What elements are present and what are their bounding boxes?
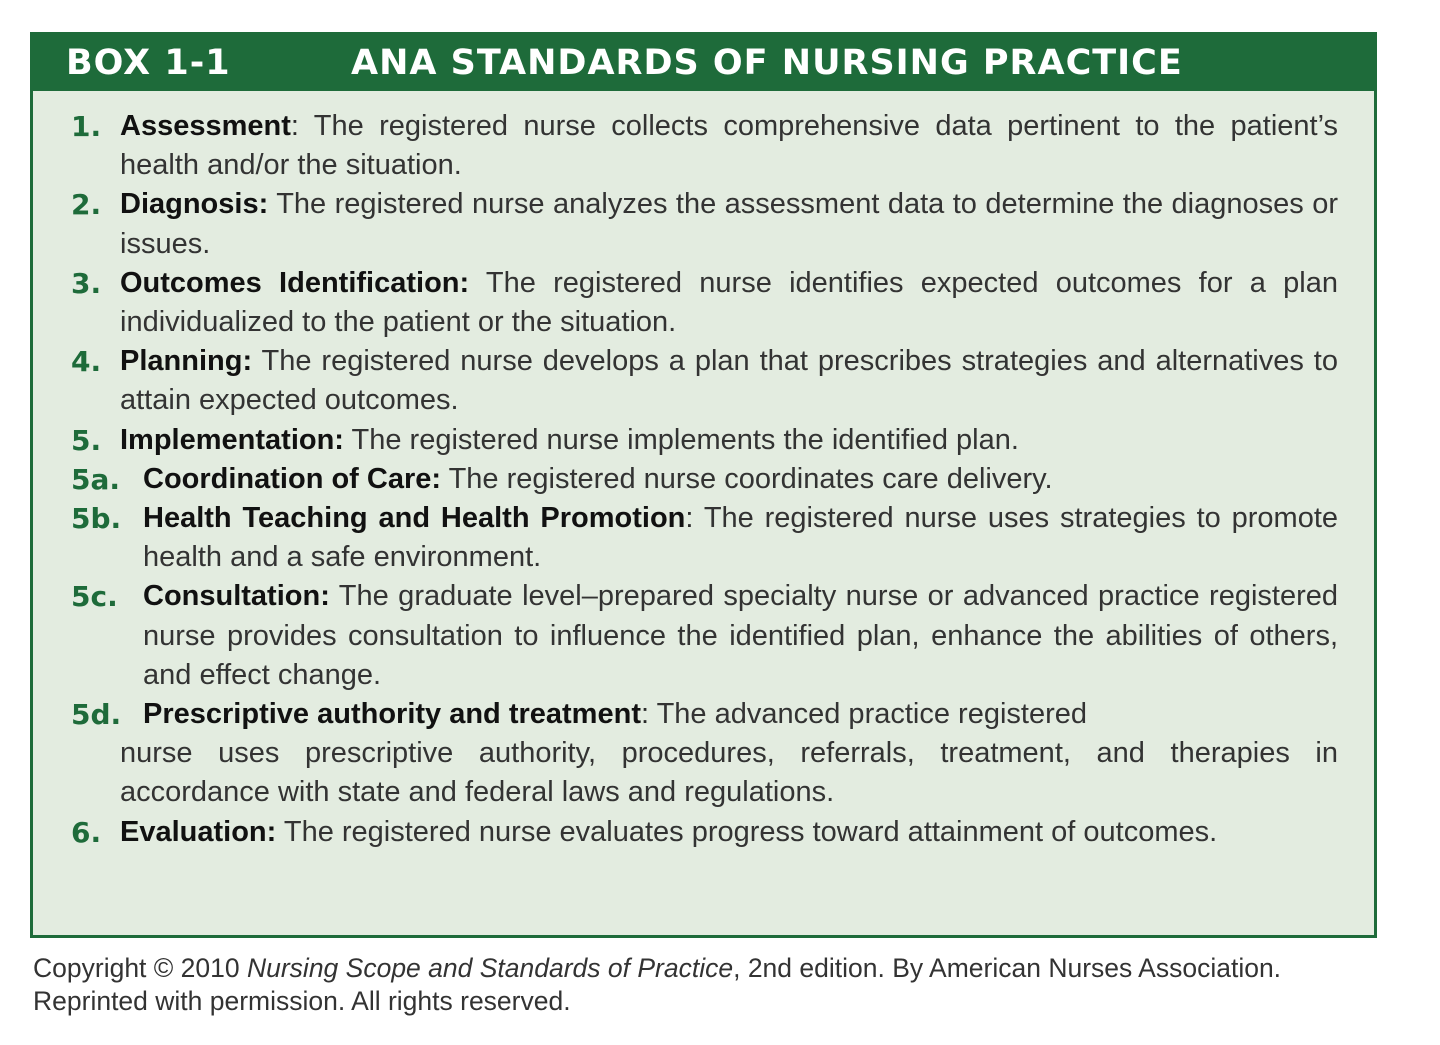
standard-term: Evaluation: (120, 815, 277, 848)
standard-item (33, 695, 1374, 813)
standard-text: The registered nurse analyzes the assessment data to determine the diagnoses or issues. (120, 188, 1338, 260)
standard-text: The advanced practice registered (656, 698, 1087, 731)
box-header (33, 35, 1374, 91)
standard-item (33, 342, 1374, 420)
standard-item (33, 460, 1374, 499)
standard-separator (330, 580, 339, 612)
standard-term: Assessment (120, 110, 291, 142)
standard-separator (276, 816, 284, 848)
standard-separator: : (685, 502, 704, 535)
standard-number: 2. (71, 188, 102, 222)
standard-item (33, 499, 1374, 577)
standard-term: Implementation: (120, 423, 344, 456)
standard-number: 4. (71, 345, 102, 379)
standard-number: 6. (71, 815, 102, 849)
standards-list (33, 107, 1374, 852)
standard-term: Planning: (120, 345, 253, 378)
standard-separator: : (290, 110, 314, 142)
standard-text: The graduate level–prepared specialty nurse or advanced practice registered nurse provides consultation to influence the identified plan, enhance the abilities of others, and effect change. (143, 580, 1338, 691)
box-label: BOX 1-1 (66, 43, 231, 83)
standard-text: The registered nurse identifies expected outcomes for a plan individualized to the patient or the situation. (120, 266, 1338, 339)
standard-text: The registered nurse uses strategies to promote health and a safe environment. (143, 502, 1339, 574)
publication-title: Nursing Scope and Standards of Practice (246, 953, 734, 983)
standard-separator: : (640, 698, 657, 731)
standard-number: 3. (71, 266, 102, 300)
standard-text: The registered nurse collects comprehensive data pertinent to the patient’s health and/or the situation. (120, 110, 1338, 182)
standard-separator (252, 345, 261, 377)
box-title: ANA STANDARDS OF NURSING PRACTICE (351, 43, 1183, 83)
standard-term: Coordination of Care: (143, 462, 442, 495)
standard-number: 5b. (71, 502, 122, 536)
copyright-suffix: , 2nd edition. By American Nurses Association. Reprinted with permission. All rights reserved. (33, 953, 1282, 1016)
standard-item (33, 107, 1374, 185)
standard-text: The registered nurse develops a plan that prescribes strategies and alternatives to attain expected outcomes. (120, 345, 1338, 417)
standard-term: Outcomes Identification: (120, 266, 470, 299)
standard-separator (441, 463, 449, 495)
standard-text: The registered nurse coordinates care delivery. (448, 462, 1053, 495)
standard-number: 5d. (71, 698, 122, 732)
standard-item (33, 421, 1374, 460)
standards-box (30, 32, 1377, 938)
copyright-prefix: Copyright © 2010 (33, 953, 247, 983)
standard-item (33, 264, 1374, 342)
standard-number: 5a. (71, 462, 121, 496)
standard-text: The registered nurse evaluates progress toward attainment of outcomes. (283, 815, 1218, 848)
standard-item (33, 185, 1374, 263)
standard-text-continuation: nurse uses prescriptive authority, procedures, referrals, treatment, and therapies in accordance with state and federal laws and regulations. (120, 737, 1338, 809)
standard-term: Health Teaching and Health Promotion (143, 502, 686, 535)
standard-item (33, 813, 1374, 852)
standard-number: 5. (71, 423, 102, 457)
standard-number: 1. (71, 110, 102, 143)
copyright-notice (33, 952, 1393, 1018)
standard-item (33, 577, 1374, 695)
standard-term: Prescriptive authority and treatment (143, 698, 641, 731)
standard-term: Diagnosis: (120, 188, 269, 221)
standard-term: Consultation: (143, 580, 330, 613)
standard-separator (469, 267, 486, 299)
standard-separator (344, 424, 352, 456)
standard-number: 5c. (71, 580, 118, 614)
standard-text: The registered nurse implements the identified plan. (351, 423, 1019, 456)
standard-separator (268, 188, 276, 220)
